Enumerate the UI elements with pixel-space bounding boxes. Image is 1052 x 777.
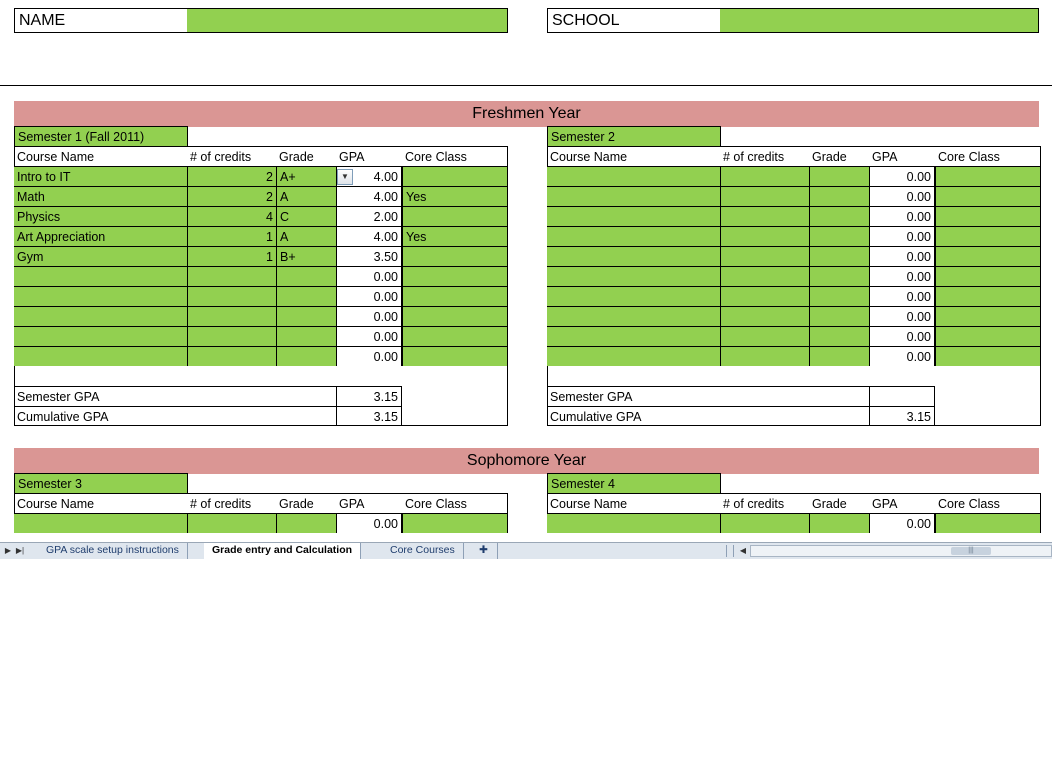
sheet-tab-grade-entry[interactable]: Grade entry and Calculation bbox=[204, 543, 361, 559]
cell-grade[interactable] bbox=[809, 246, 869, 266]
column-header-grade: Grade bbox=[279, 497, 314, 511]
cell-gpa: 0.00 bbox=[869, 326, 935, 346]
column-header-course-name: Course Name bbox=[17, 497, 95, 511]
cell-grade[interactable] bbox=[809, 266, 869, 286]
cell-grade[interactable] bbox=[809, 513, 869, 533]
insert-sheet-icon[interactable]: ✚ bbox=[470, 543, 498, 559]
column-header-credits: # of credits bbox=[190, 150, 252, 164]
cell-gpa: 2.00 bbox=[336, 206, 402, 226]
cell-gpa: 0.00 bbox=[336, 513, 402, 533]
cumulative-gpa-value: 3.15 bbox=[336, 406, 402, 426]
cell-core-class[interactable]: Yes bbox=[402, 226, 507, 246]
sheet-tab-gpa-scale[interactable]: GPA scale setup instructions bbox=[38, 543, 188, 559]
column-header-gpa: GPA bbox=[339, 497, 365, 511]
column-header-grade: Grade bbox=[812, 497, 847, 511]
cell-course-name[interactable] bbox=[14, 306, 187, 326]
cell-gpa: 0.00 bbox=[869, 306, 935, 326]
column-header-core-class: Core Class bbox=[405, 150, 467, 164]
column-header-course-name: Course Name bbox=[550, 497, 628, 511]
cell-course-name[interactable] bbox=[14, 266, 187, 286]
school-input[interactable] bbox=[720, 8, 1039, 33]
column-header-grade: Grade bbox=[279, 150, 314, 164]
cell-core-class[interactable] bbox=[402, 266, 507, 286]
cell-course-name[interactable] bbox=[547, 266, 720, 286]
cell-core-class[interactable] bbox=[935, 346, 1040, 366]
cell-credits[interactable]: 1 bbox=[187, 246, 276, 266]
semester-4-table bbox=[547, 473, 1041, 777]
cell-credits[interactable] bbox=[187, 326, 276, 346]
cell-gpa: 0.00 bbox=[336, 346, 402, 366]
cell-credits[interactable] bbox=[720, 266, 809, 286]
cell-gpa: 0.00 bbox=[869, 266, 935, 286]
cell-core-class[interactable] bbox=[402, 306, 507, 326]
cell-course-name[interactable]: Physics bbox=[14, 206, 187, 226]
cell-core-class[interactable] bbox=[402, 346, 507, 366]
semester-gpa-label: Semester GPA bbox=[14, 386, 336, 406]
cell-course-name[interactable]: Art Appreciation bbox=[14, 226, 187, 246]
cell-credits[interactable] bbox=[720, 246, 809, 266]
cell-course-name[interactable] bbox=[14, 346, 187, 366]
cell-course-name[interactable] bbox=[547, 246, 720, 266]
name-label: NAME bbox=[14, 8, 188, 33]
cell-credits[interactable] bbox=[720, 346, 809, 366]
cell-gpa: 0.00 bbox=[869, 346, 935, 366]
cell-credits[interactable]: 4 bbox=[187, 206, 276, 226]
cell-grade[interactable] bbox=[276, 306, 336, 326]
cell-credits[interactable]: 2 bbox=[187, 166, 276, 186]
column-header-core-class: Core Class bbox=[405, 497, 467, 511]
cell-core-class[interactable] bbox=[402, 206, 507, 226]
cell-credits[interactable] bbox=[720, 186, 809, 206]
cell-course-name[interactable]: Math bbox=[14, 186, 187, 206]
cell-grade[interactable]: B+ bbox=[276, 246, 336, 266]
cell-gpa: 3.50 bbox=[336, 246, 402, 266]
column-header-gpa: GPA bbox=[872, 497, 898, 511]
cell-grade[interactable]: C bbox=[276, 206, 336, 226]
cell-grade[interactable]: A+ bbox=[276, 166, 336, 186]
cell-credits[interactable] bbox=[720, 513, 809, 533]
cell-grade[interactable] bbox=[276, 346, 336, 366]
chevron-down-icon[interactable]: ▼ bbox=[337, 169, 353, 185]
cell-grade[interactable] bbox=[809, 326, 869, 346]
cell-credits[interactable] bbox=[720, 306, 809, 326]
scroll-left-icon[interactable]: ◀ bbox=[739, 546, 747, 555]
cumulative-gpa-label: Cumulative GPA bbox=[547, 406, 869, 426]
cell-gpa: 0.00 bbox=[869, 186, 935, 206]
cell-core-class[interactable] bbox=[935, 166, 1040, 186]
cell-credits[interactable] bbox=[187, 513, 276, 533]
cell-core-class[interactable] bbox=[935, 286, 1040, 306]
cell-course-name[interactable] bbox=[547, 346, 720, 366]
cell-grade[interactable]: A bbox=[276, 226, 336, 246]
year-band-freshmen: Freshmen Year bbox=[14, 101, 1039, 127]
school-label: SCHOOL bbox=[547, 8, 721, 33]
cell-core-class[interactable] bbox=[935, 513, 1040, 533]
semester-3-table bbox=[14, 473, 508, 777]
cell-credits[interactable] bbox=[720, 206, 809, 226]
column-header-credits: # of credits bbox=[723, 497, 785, 511]
cell-credits[interactable] bbox=[720, 326, 809, 346]
cell-core-class[interactable] bbox=[402, 326, 507, 346]
cell-course-name[interactable] bbox=[14, 326, 187, 346]
cumulative-gpa-value: 3.15 bbox=[869, 406, 935, 426]
semester-title: Semester 4 bbox=[547, 473, 721, 494]
horizontal-scrollbar[interactable] bbox=[750, 545, 1052, 557]
cell-gpa: 0.00 bbox=[869, 246, 935, 266]
cell-course-name[interactable] bbox=[547, 186, 720, 206]
column-header-grade: Grade bbox=[812, 150, 847, 164]
tab-split-handle[interactable] bbox=[726, 545, 734, 557]
semester-title: Semester 3 bbox=[14, 473, 188, 494]
semester-gpa-label: Semester GPA bbox=[547, 386, 869, 406]
play-icon[interactable]: ▶ bbox=[4, 546, 12, 555]
column-header-gpa: GPA bbox=[872, 150, 898, 164]
cell-course-name[interactable]: Gym bbox=[14, 246, 187, 266]
sheet-tab-core-courses[interactable]: Core Courses bbox=[382, 543, 464, 559]
cell-gpa: 0.00 bbox=[336, 286, 402, 306]
column-header-core-class: Core Class bbox=[938, 497, 1000, 511]
semester-gpa-value bbox=[869, 386, 935, 406]
cell-credits[interactable]: 2 bbox=[187, 186, 276, 206]
cell-gpa: 0.00 bbox=[869, 286, 935, 306]
cell-grade[interactable] bbox=[276, 513, 336, 533]
cell-core-class[interactable] bbox=[935, 206, 1040, 226]
cell-core-class[interactable] bbox=[935, 246, 1040, 266]
cell-course-name[interactable] bbox=[547, 286, 720, 306]
semester-gpa-value: 3.15 bbox=[336, 386, 402, 406]
cell-gpa: 0.00 bbox=[336, 266, 402, 286]
cumulative-gpa-label: Cumulative GPA bbox=[14, 406, 336, 426]
cell-credits[interactable] bbox=[187, 266, 276, 286]
cell-grade[interactable] bbox=[276, 286, 336, 306]
cell-credits[interactable] bbox=[187, 306, 276, 326]
cell-gpa: 0.00 bbox=[336, 326, 402, 346]
cell-gpa: 0.00 bbox=[869, 226, 935, 246]
column-header-core-class: Core Class bbox=[938, 150, 1000, 164]
cell-grade[interactable] bbox=[809, 346, 869, 366]
cell-credits[interactable] bbox=[720, 166, 809, 186]
cell-core-class[interactable] bbox=[935, 266, 1040, 286]
skip-last-icon[interactable]: ▶| bbox=[15, 546, 25, 555]
cell-course-name[interactable] bbox=[547, 513, 720, 533]
cell-course-name[interactable] bbox=[547, 326, 720, 346]
column-header-credits: # of credits bbox=[723, 150, 785, 164]
cell-core-class[interactable] bbox=[935, 326, 1040, 346]
cell-credits[interactable] bbox=[187, 286, 276, 306]
semester-title: Semester 1 (Fall 2011) bbox=[14, 126, 188, 147]
column-header-gpa: GPA bbox=[339, 150, 365, 164]
cell-grade[interactable] bbox=[809, 166, 869, 186]
cell-grade[interactable] bbox=[809, 206, 869, 226]
column-header-course-name: Course Name bbox=[17, 150, 95, 164]
divider bbox=[0, 85, 1052, 86]
semester-title: Semester 2 bbox=[547, 126, 721, 147]
column-header-credits: # of credits bbox=[190, 497, 252, 511]
cell-credits[interactable] bbox=[720, 286, 809, 306]
cell-grade[interactable] bbox=[276, 326, 336, 346]
cell-core-class[interactable] bbox=[935, 186, 1040, 206]
cell-course-name[interactable] bbox=[14, 513, 187, 533]
cell-core-class[interactable] bbox=[402, 166, 507, 186]
semester-1-table bbox=[14, 126, 508, 430]
cell-gpa: 0.00 bbox=[336, 306, 402, 326]
cell-grade[interactable] bbox=[809, 186, 869, 206]
sheet-tab-bar bbox=[0, 542, 1052, 559]
cell-core-class[interactable] bbox=[402, 286, 507, 306]
semester-2-table bbox=[547, 126, 1041, 430]
cell-gpa: 0.00 bbox=[869, 166, 935, 186]
cell-gpa: 4.00 bbox=[336, 166, 402, 186]
column-header-course-name: Course Name bbox=[550, 150, 628, 164]
cell-grade[interactable]: A bbox=[276, 186, 336, 206]
cell-core-class[interactable] bbox=[402, 246, 507, 266]
name-input[interactable] bbox=[187, 8, 508, 33]
cell-grade[interactable] bbox=[809, 226, 869, 246]
cell-course-name[interactable] bbox=[547, 226, 720, 246]
scrollbar-thumb[interactable]: ||| bbox=[951, 547, 991, 555]
cell-course-name[interactable]: Intro to IT bbox=[14, 166, 187, 186]
cell-grade[interactable] bbox=[809, 306, 869, 326]
cell-credits[interactable] bbox=[187, 346, 276, 366]
cell-grade[interactable] bbox=[809, 286, 869, 306]
cell-core-class[interactable]: Yes bbox=[402, 186, 507, 206]
cell-core-class[interactable] bbox=[402, 513, 507, 533]
cell-course-name[interactable] bbox=[547, 206, 720, 226]
cell-gpa: 0.00 bbox=[869, 513, 935, 533]
cell-gpa: 4.00 bbox=[336, 186, 402, 206]
cell-grade[interactable] bbox=[276, 266, 336, 286]
cell-core-class[interactable] bbox=[935, 226, 1040, 246]
cell-core-class[interactable] bbox=[935, 306, 1040, 326]
cell-course-name[interactable] bbox=[14, 286, 187, 306]
cell-credits[interactable]: 1 bbox=[187, 226, 276, 246]
cell-credits[interactable] bbox=[720, 226, 809, 246]
cell-course-name[interactable] bbox=[547, 166, 720, 186]
cell-gpa: 0.00 bbox=[869, 206, 935, 226]
cell-course-name[interactable] bbox=[547, 306, 720, 326]
year-band-sophomore: Sophomore Year bbox=[14, 448, 1039, 474]
cell-gpa: 4.00 bbox=[336, 226, 402, 246]
